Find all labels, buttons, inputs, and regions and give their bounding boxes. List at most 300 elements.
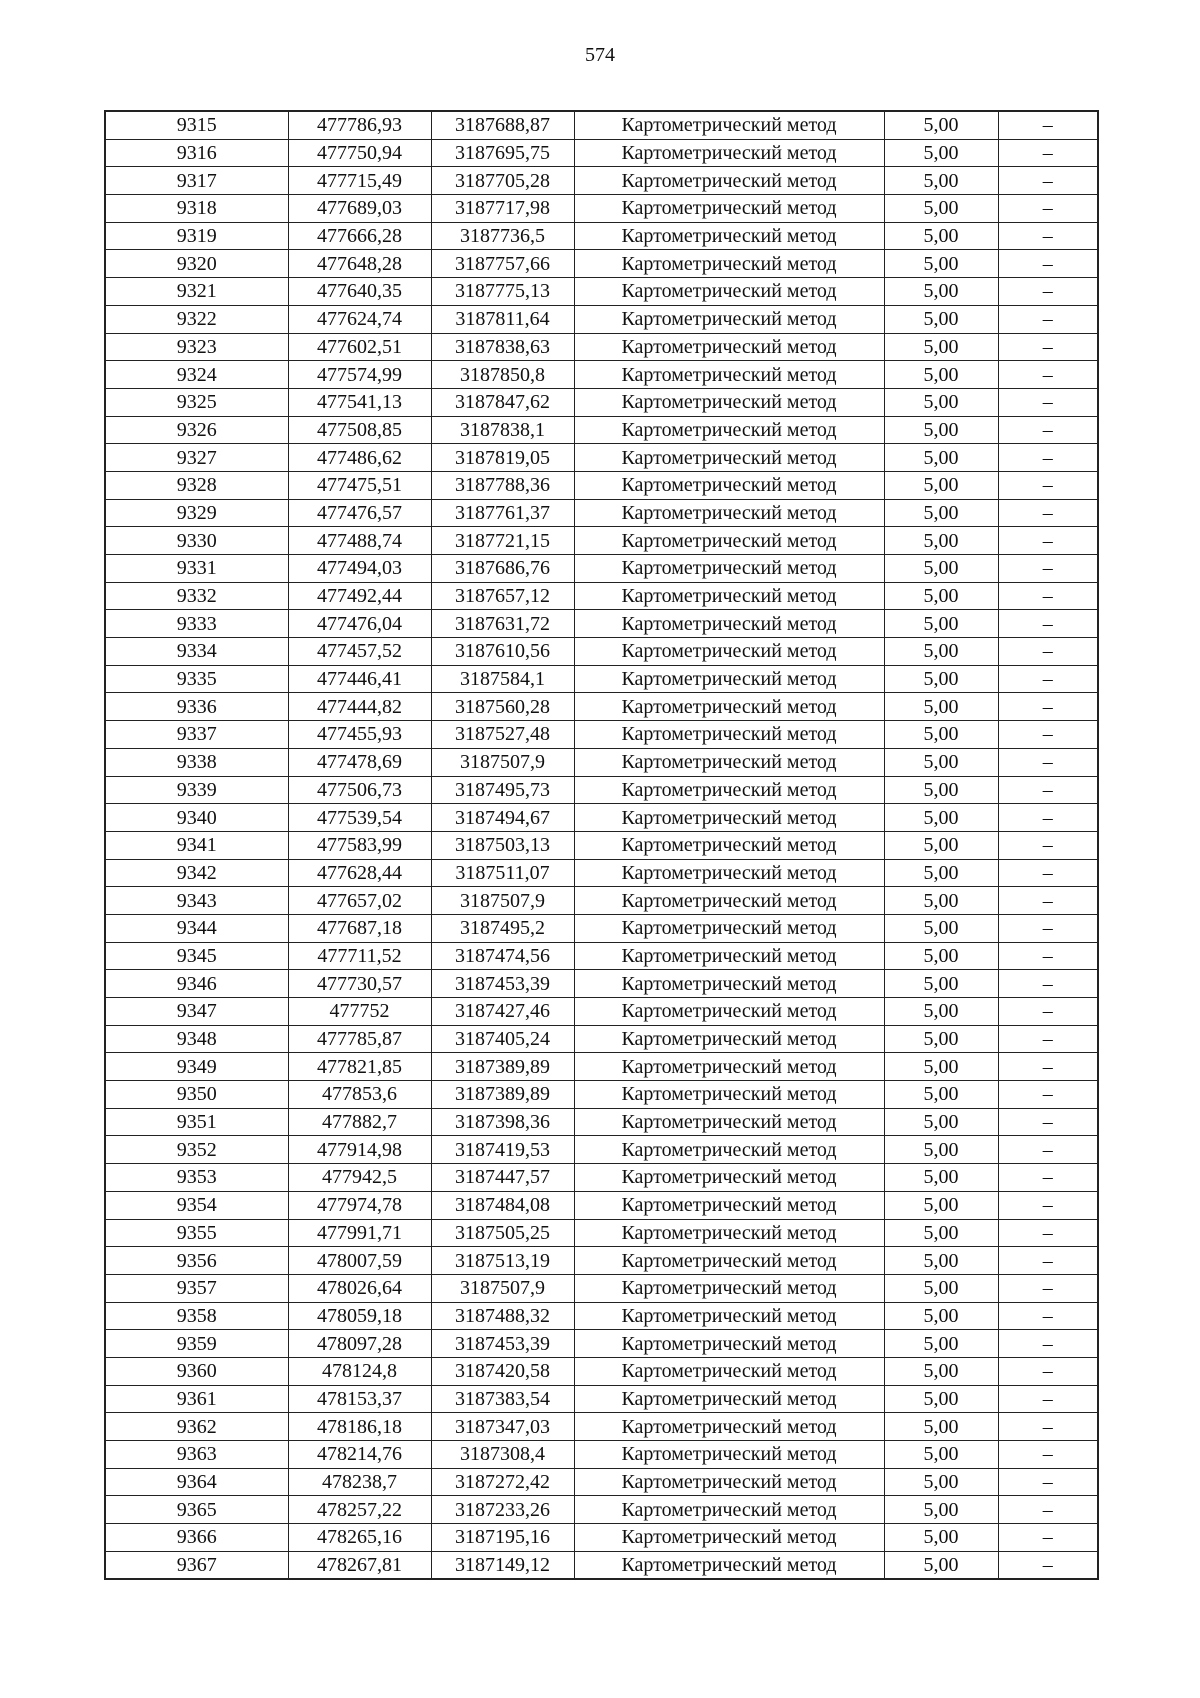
x-coordinate-cell: 477541,13 — [288, 388, 431, 416]
x-coordinate-cell: 477508,85 — [288, 416, 431, 444]
accuracy-cell: 5,00 — [884, 1247, 998, 1275]
method-cell: Картометрический метод — [574, 250, 884, 278]
method-cell: Картометрический метод — [574, 1496, 884, 1524]
x-coordinate-cell: 478214,76 — [288, 1441, 431, 1469]
method-cell: Картометрический метод — [574, 111, 884, 139]
accuracy-cell: 5,00 — [884, 859, 998, 887]
method-cell: Картометрический метод — [574, 665, 884, 693]
x-coordinate-cell: 478097,28 — [288, 1330, 431, 1358]
accuracy-cell: 5,00 — [884, 721, 998, 749]
table-row — [105, 527, 1098, 555]
x-coordinate-cell: 478124,8 — [288, 1357, 431, 1385]
point-number-cell: 9334 — [105, 638, 288, 666]
point-number-cell: 9323 — [105, 333, 288, 361]
x-coordinate-cell: 477786,93 — [288, 111, 431, 139]
point-number-cell: 9322 — [105, 305, 288, 333]
y-coordinate-cell: 3187657,12 — [431, 582, 574, 610]
dash-cell: – — [998, 942, 1098, 970]
accuracy-cell: 5,00 — [884, 1108, 998, 1136]
accuracy-cell: 5,00 — [884, 1219, 998, 1247]
point-number-cell: 9345 — [105, 942, 288, 970]
method-cell: Картометрический метод — [574, 1330, 884, 1358]
y-coordinate-cell: 3187447,57 — [431, 1164, 574, 1192]
table-row — [105, 361, 1098, 389]
method-cell: Картометрический метод — [574, 748, 884, 776]
point-number-cell: 9352 — [105, 1136, 288, 1164]
y-coordinate-cell: 3187398,36 — [431, 1108, 574, 1136]
x-coordinate-cell: 477476,04 — [288, 610, 431, 638]
dash-cell: – — [998, 721, 1098, 749]
x-coordinate-cell: 477942,5 — [288, 1164, 431, 1192]
table-row — [105, 887, 1098, 915]
y-coordinate-cell: 3187721,15 — [431, 527, 574, 555]
point-number-cell: 9327 — [105, 444, 288, 472]
method-cell: Картометрический метод — [574, 361, 884, 389]
table-row — [105, 388, 1098, 416]
method-cell: Картометрический метод — [574, 1025, 884, 1053]
x-coordinate-cell: 477657,02 — [288, 887, 431, 915]
accuracy-cell: 5,00 — [884, 305, 998, 333]
table-row — [105, 804, 1098, 832]
method-cell: Картометрический метод — [574, 278, 884, 306]
method-cell: Картометрический метод — [574, 1468, 884, 1496]
accuracy-cell: 5,00 — [884, 1274, 998, 1302]
x-coordinate-cell: 478238,7 — [288, 1468, 431, 1496]
point-number-cell: 9344 — [105, 914, 288, 942]
method-cell: Картометрический метод — [574, 693, 884, 721]
page-number: 574 — [585, 44, 615, 66]
dash-cell: – — [998, 1247, 1098, 1275]
accuracy-cell: 5,00 — [884, 527, 998, 555]
x-coordinate-cell: 478059,18 — [288, 1302, 431, 1330]
coordinates-table — [104, 110, 1099, 1580]
x-coordinate-cell: 477752 — [288, 998, 431, 1026]
x-coordinate-cell: 477488,74 — [288, 527, 431, 555]
table-row — [105, 111, 1098, 139]
table-row — [105, 444, 1098, 472]
accuracy-cell: 5,00 — [884, 831, 998, 859]
point-number-cell: 9336 — [105, 693, 288, 721]
dash-cell: – — [998, 970, 1098, 998]
method-cell: Картометрический метод — [574, 1385, 884, 1413]
accuracy-cell: 5,00 — [884, 1330, 998, 1358]
y-coordinate-cell: 3187233,26 — [431, 1496, 574, 1524]
dash-cell: – — [998, 388, 1098, 416]
x-coordinate-cell: 477974,78 — [288, 1191, 431, 1219]
dash-cell: – — [998, 1413, 1098, 1441]
method-cell: Картометрический метод — [574, 914, 884, 942]
y-coordinate-cell: 3187788,36 — [431, 471, 574, 499]
point-number-cell: 9348 — [105, 1025, 288, 1053]
dash-cell: – — [998, 1274, 1098, 1302]
dash-cell: – — [998, 1081, 1098, 1109]
y-coordinate-cell: 3187383,54 — [431, 1385, 574, 1413]
accuracy-cell: 5,00 — [884, 222, 998, 250]
point-number-cell: 9331 — [105, 555, 288, 583]
x-coordinate-cell: 478153,37 — [288, 1385, 431, 1413]
point-number-cell: 9335 — [105, 665, 288, 693]
y-coordinate-cell: 3187488,32 — [431, 1302, 574, 1330]
accuracy-cell: 5,00 — [884, 1413, 998, 1441]
table-row — [105, 278, 1098, 306]
dash-cell: – — [998, 638, 1098, 666]
table-row — [105, 1081, 1098, 1109]
accuracy-cell: 5,00 — [884, 361, 998, 389]
y-coordinate-cell: 3187513,19 — [431, 1247, 574, 1275]
y-coordinate-cell: 3187195,16 — [431, 1524, 574, 1552]
method-cell: Картометрический метод — [574, 776, 884, 804]
y-coordinate-cell: 3187484,08 — [431, 1191, 574, 1219]
table-row — [105, 305, 1098, 333]
dash-cell: – — [998, 305, 1098, 333]
table-row — [105, 1025, 1098, 1053]
method-cell: Картометрический метод — [574, 555, 884, 583]
point-number-cell: 9340 — [105, 804, 288, 832]
dash-cell: – — [998, 444, 1098, 472]
table-row — [105, 831, 1098, 859]
accuracy-cell: 5,00 — [884, 1302, 998, 1330]
accuracy-cell: 5,00 — [884, 1496, 998, 1524]
y-coordinate-cell: 3187405,24 — [431, 1025, 574, 1053]
table-row — [105, 1441, 1098, 1469]
x-coordinate-cell: 478265,16 — [288, 1524, 431, 1552]
dash-cell: – — [998, 998, 1098, 1026]
x-coordinate-cell: 478257,22 — [288, 1496, 431, 1524]
table-row — [105, 1413, 1098, 1441]
y-coordinate-cell: 3187695,75 — [431, 139, 574, 167]
dash-cell: – — [998, 1164, 1098, 1192]
method-cell: Картометрический метод — [574, 167, 884, 195]
y-coordinate-cell: 3187495,2 — [431, 914, 574, 942]
method-cell: Картометрический метод — [574, 527, 884, 555]
method-cell: Картометрический метод — [574, 1108, 884, 1136]
method-cell: Картометрический метод — [574, 139, 884, 167]
method-cell: Картометрический метод — [574, 1274, 884, 1302]
point-number-cell: 9349 — [105, 1053, 288, 1081]
table-row — [105, 748, 1098, 776]
y-coordinate-cell: 3187584,1 — [431, 665, 574, 693]
accuracy-cell: 5,00 — [884, 693, 998, 721]
table-row — [105, 555, 1098, 583]
table-row — [105, 914, 1098, 942]
dash-cell: – — [998, 776, 1098, 804]
x-coordinate-cell: 477457,52 — [288, 638, 431, 666]
y-coordinate-cell: 3187688,87 — [431, 111, 574, 139]
y-coordinate-cell: 3187505,25 — [431, 1219, 574, 1247]
dash-cell: – — [998, 1496, 1098, 1524]
point-number-cell: 9339 — [105, 776, 288, 804]
dash-cell: – — [998, 1219, 1098, 1247]
x-coordinate-cell: 477478,69 — [288, 748, 431, 776]
x-coordinate-cell: 477602,51 — [288, 333, 431, 361]
accuracy-cell: 5,00 — [884, 555, 998, 583]
y-coordinate-cell: 3187419,53 — [431, 1136, 574, 1164]
method-cell: Картометрический метод — [574, 444, 884, 472]
table-row — [105, 721, 1098, 749]
point-number-cell: 9347 — [105, 998, 288, 1026]
accuracy-cell: 5,00 — [884, 250, 998, 278]
y-coordinate-cell: 3187736,5 — [431, 222, 574, 250]
dash-cell: – — [998, 1357, 1098, 1385]
method-cell: Картометрический метод — [574, 1413, 884, 1441]
table-row — [105, 1551, 1098, 1579]
y-coordinate-cell: 3187631,72 — [431, 610, 574, 638]
dash-cell: – — [998, 914, 1098, 942]
x-coordinate-cell: 477821,85 — [288, 1053, 431, 1081]
accuracy-cell: 5,00 — [884, 776, 998, 804]
table-row — [105, 1053, 1098, 1081]
dash-cell: – — [998, 250, 1098, 278]
dash-cell: – — [998, 831, 1098, 859]
x-coordinate-cell: 477853,6 — [288, 1081, 431, 1109]
x-coordinate-cell: 478267,81 — [288, 1551, 431, 1579]
dash-cell: – — [998, 361, 1098, 389]
x-coordinate-cell: 477494,03 — [288, 555, 431, 583]
x-coordinate-cell: 477715,49 — [288, 167, 431, 195]
dash-cell: – — [998, 222, 1098, 250]
method-cell: Картометрический метод — [574, 1441, 884, 1469]
dash-cell: – — [998, 1191, 1098, 1219]
accuracy-cell: 5,00 — [884, 195, 998, 223]
dash-cell: – — [998, 1551, 1098, 1579]
y-coordinate-cell: 3187775,13 — [431, 278, 574, 306]
dash-cell: – — [998, 527, 1098, 555]
y-coordinate-cell: 3187560,28 — [431, 693, 574, 721]
y-coordinate-cell: 3187838,1 — [431, 416, 574, 444]
point-number-cell: 9350 — [105, 1081, 288, 1109]
x-coordinate-cell: 477476,57 — [288, 499, 431, 527]
x-coordinate-cell: 477444,82 — [288, 693, 431, 721]
table-row — [105, 776, 1098, 804]
accuracy-cell: 5,00 — [884, 914, 998, 942]
point-number-cell: 9324 — [105, 361, 288, 389]
x-coordinate-cell: 477475,51 — [288, 471, 431, 499]
point-number-cell: 9354 — [105, 1191, 288, 1219]
point-number-cell: 9333 — [105, 610, 288, 638]
dash-cell: – — [998, 1302, 1098, 1330]
x-coordinate-cell: 477583,99 — [288, 831, 431, 859]
dash-cell: – — [998, 582, 1098, 610]
method-cell: Картометрический метод — [574, 1136, 884, 1164]
table-row — [105, 1164, 1098, 1192]
x-coordinate-cell: 477882,7 — [288, 1108, 431, 1136]
accuracy-cell: 5,00 — [884, 942, 998, 970]
y-coordinate-cell: 3187847,62 — [431, 388, 574, 416]
method-cell: Картометрический метод — [574, 1191, 884, 1219]
point-number-cell: 9358 — [105, 1302, 288, 1330]
x-coordinate-cell: 477486,62 — [288, 444, 431, 472]
x-coordinate-cell: 477687,18 — [288, 914, 431, 942]
y-coordinate-cell: 3187717,98 — [431, 195, 574, 223]
table-row — [105, 139, 1098, 167]
dash-cell: – — [998, 1330, 1098, 1358]
dash-cell: – — [998, 1136, 1098, 1164]
accuracy-cell: 5,00 — [884, 665, 998, 693]
x-coordinate-cell: 477730,57 — [288, 970, 431, 998]
point-number-cell: 9362 — [105, 1413, 288, 1441]
accuracy-cell: 5,00 — [884, 804, 998, 832]
y-coordinate-cell: 3187494,67 — [431, 804, 574, 832]
accuracy-cell: 5,00 — [884, 610, 998, 638]
y-coordinate-cell: 3187705,28 — [431, 167, 574, 195]
dash-cell: – — [998, 610, 1098, 638]
table-row — [105, 195, 1098, 223]
accuracy-cell: 5,00 — [884, 1191, 998, 1219]
y-coordinate-cell: 3187453,39 — [431, 1330, 574, 1358]
table-row — [105, 1302, 1098, 1330]
method-cell: Картометрический метод — [574, 471, 884, 499]
point-number-cell: 9318 — [105, 195, 288, 223]
point-number-cell: 9332 — [105, 582, 288, 610]
dash-cell: – — [998, 665, 1098, 693]
method-cell: Картометрический метод — [574, 305, 884, 333]
x-coordinate-cell: 477624,74 — [288, 305, 431, 333]
method-cell: Картометрический метод — [574, 610, 884, 638]
accuracy-cell: 5,00 — [884, 1164, 998, 1192]
x-coordinate-cell: 477689,03 — [288, 195, 431, 223]
y-coordinate-cell: 3187610,56 — [431, 638, 574, 666]
accuracy-cell: 5,00 — [884, 1136, 998, 1164]
method-cell: Картометрический метод — [574, 222, 884, 250]
point-number-cell: 9359 — [105, 1330, 288, 1358]
dash-cell: – — [998, 1025, 1098, 1053]
y-coordinate-cell: 3187527,48 — [431, 721, 574, 749]
table-row — [105, 499, 1098, 527]
point-number-cell: 9351 — [105, 1108, 288, 1136]
x-coordinate-cell: 477574,99 — [288, 361, 431, 389]
table-row — [105, 1496, 1098, 1524]
method-cell: Картометрический метод — [574, 998, 884, 1026]
dash-cell: – — [998, 416, 1098, 444]
table-row — [105, 1108, 1098, 1136]
method-cell: Картометрический метод — [574, 942, 884, 970]
dash-cell: – — [998, 693, 1098, 721]
y-coordinate-cell: 3187272,42 — [431, 1468, 574, 1496]
table-row — [105, 610, 1098, 638]
method-cell: Картометрический метод — [574, 416, 884, 444]
point-number-cell: 9330 — [105, 527, 288, 555]
dash-cell: – — [998, 333, 1098, 361]
x-coordinate-cell: 477991,71 — [288, 1219, 431, 1247]
y-coordinate-cell: 3187838,63 — [431, 333, 574, 361]
point-number-cell: 9356 — [105, 1247, 288, 1275]
method-cell: Картометрический метод — [574, 333, 884, 361]
accuracy-cell: 5,00 — [884, 444, 998, 472]
point-number-cell: 9321 — [105, 278, 288, 306]
method-cell: Картометрический метод — [574, 1357, 884, 1385]
table-row — [105, 1468, 1098, 1496]
table-row — [105, 665, 1098, 693]
point-number-cell: 9365 — [105, 1496, 288, 1524]
x-coordinate-cell: 477446,41 — [288, 665, 431, 693]
point-number-cell: 9355 — [105, 1219, 288, 1247]
point-number-cell: 9361 — [105, 1385, 288, 1413]
accuracy-cell: 5,00 — [884, 582, 998, 610]
x-coordinate-cell: 477648,28 — [288, 250, 431, 278]
accuracy-cell: 5,00 — [884, 998, 998, 1026]
dash-cell: – — [998, 1524, 1098, 1552]
table-row — [105, 859, 1098, 887]
accuracy-cell: 5,00 — [884, 970, 998, 998]
table-row — [105, 471, 1098, 499]
point-number-cell: 9360 — [105, 1357, 288, 1385]
y-coordinate-cell: 3187347,03 — [431, 1413, 574, 1441]
method-cell: Картометрический метод — [574, 1551, 884, 1579]
point-number-cell: 9337 — [105, 721, 288, 749]
dash-cell: – — [998, 278, 1098, 306]
table-row — [105, 582, 1098, 610]
table-row — [105, 693, 1098, 721]
dash-cell: – — [998, 1441, 1098, 1469]
accuracy-cell: 5,00 — [884, 1524, 998, 1552]
table-row — [105, 1191, 1098, 1219]
method-cell: Картометрический метод — [574, 638, 884, 666]
y-coordinate-cell: 3187507,9 — [431, 748, 574, 776]
x-coordinate-cell: 477506,73 — [288, 776, 431, 804]
method-cell: Картометрический метод — [574, 1247, 884, 1275]
table-row — [105, 942, 1098, 970]
dash-cell: – — [998, 1108, 1098, 1136]
table-row — [105, 1385, 1098, 1413]
y-coordinate-cell: 3187420,58 — [431, 1357, 574, 1385]
table-row — [105, 1136, 1098, 1164]
accuracy-cell: 5,00 — [884, 1081, 998, 1109]
accuracy-cell: 5,00 — [884, 1441, 998, 1469]
accuracy-cell: 5,00 — [884, 499, 998, 527]
point-number-cell: 9363 — [105, 1441, 288, 1469]
x-coordinate-cell: 478186,18 — [288, 1413, 431, 1441]
point-number-cell: 9342 — [105, 859, 288, 887]
y-coordinate-cell: 3187503,13 — [431, 831, 574, 859]
x-coordinate-cell: 477666,28 — [288, 222, 431, 250]
method-cell: Картометрический метод — [574, 1302, 884, 1330]
y-coordinate-cell: 3187474,56 — [431, 942, 574, 970]
y-coordinate-cell: 3187453,39 — [431, 970, 574, 998]
point-number-cell: 9341 — [105, 831, 288, 859]
point-number-cell: 9346 — [105, 970, 288, 998]
table-row — [105, 1247, 1098, 1275]
point-number-cell: 9328 — [105, 471, 288, 499]
method-cell: Картометрический метод — [574, 970, 884, 998]
y-coordinate-cell: 3187819,05 — [431, 444, 574, 472]
method-cell: Картометрический метод — [574, 887, 884, 915]
method-cell: Картометрический метод — [574, 1053, 884, 1081]
x-coordinate-cell: 477711,52 — [288, 942, 431, 970]
method-cell: Картометрический метод — [574, 1219, 884, 1247]
x-coordinate-cell: 477750,94 — [288, 139, 431, 167]
y-coordinate-cell: 3187389,89 — [431, 1053, 574, 1081]
x-coordinate-cell: 477492,44 — [288, 582, 431, 610]
method-cell: Картометрический метод — [574, 195, 884, 223]
method-cell: Картометрический метод — [574, 499, 884, 527]
method-cell: Картометрический метод — [574, 831, 884, 859]
accuracy-cell: 5,00 — [884, 471, 998, 499]
dash-cell: – — [998, 139, 1098, 167]
x-coordinate-cell: 477785,87 — [288, 1025, 431, 1053]
accuracy-cell: 5,00 — [884, 388, 998, 416]
table-row — [105, 638, 1098, 666]
dash-cell: – — [998, 111, 1098, 139]
point-number-cell: 9319 — [105, 222, 288, 250]
x-coordinate-cell: 477628,44 — [288, 859, 431, 887]
accuracy-cell: 5,00 — [884, 333, 998, 361]
x-coordinate-cell: 478007,59 — [288, 1247, 431, 1275]
table-row — [105, 1357, 1098, 1385]
method-cell: Картометрический метод — [574, 804, 884, 832]
point-number-cell: 9357 — [105, 1274, 288, 1302]
table-row — [105, 167, 1098, 195]
y-coordinate-cell: 3187507,9 — [431, 887, 574, 915]
